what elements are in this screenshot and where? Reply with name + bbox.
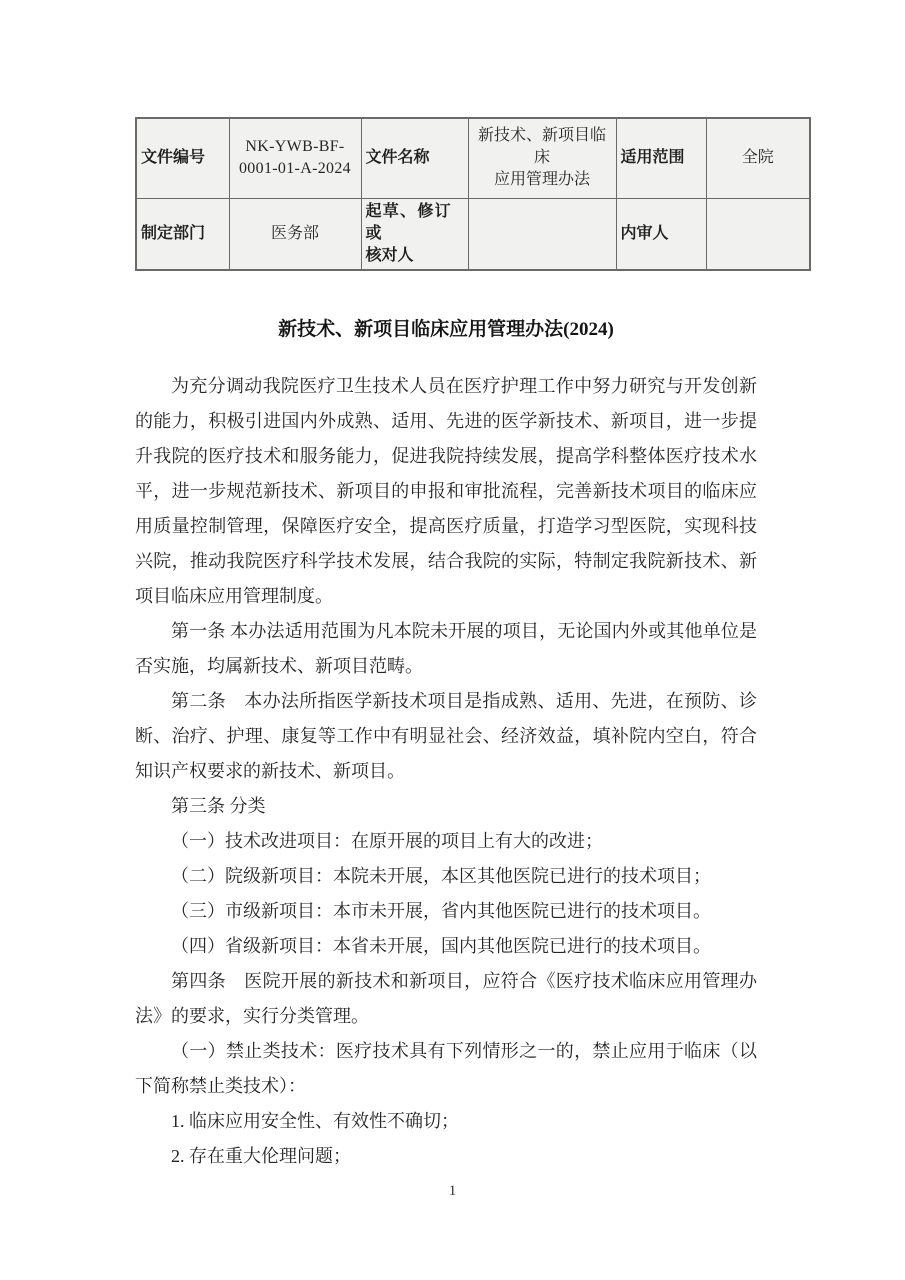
para-prohibited-item-2: 2. 存在重大伦理问题； bbox=[171, 1145, 351, 1166]
para-intro: 为充分调动我院医疗卫生技术人员在医疗护理工作中努力研究与开发创新的能力，积极引进国内外成熟、适用、先进的医学新技术、新项目，进一步提升我院的医疗技术和服务能力，促进我院持续发展，提高学科整体医疗技术水平，进一步规范新技术、新项目的申报和审批流程，完善新技术项目的临床应用质量控制管理，保障医疗安全，提高医疗质量，打造学习型医院，实现科技兴院，推动我院医疗科学技术发展，结合我院的实际，特制定我院新技术、新项目临床应用管理制度。 bbox=[135, 375, 757, 606]
para-class-item-1: （一）技术改进项目：在原开展的项目上有大的改进； bbox=[171, 830, 603, 851]
file-name-value-line1: 新技术、新项目临床 bbox=[477, 127, 606, 167]
para-article-4: 第四条 医院开展的新技术和新项目，应符合《医疗技术临床应用管理办法》的要求，实行分类管理。 bbox=[135, 970, 757, 1026]
para-prohibited-item-1: 1. 临床应用安全性、有效性不确切； bbox=[171, 1110, 459, 1131]
drafter-value-empty-cell bbox=[468, 198, 616, 270]
file-name-label: 文件名称 bbox=[361, 118, 468, 198]
header-table-row-1 bbox=[136, 118, 810, 198]
file-number-value-line1: NK-YWB-BF- bbox=[245, 138, 345, 156]
page-number: 1 bbox=[448, 1183, 457, 1199]
file-number-value-line2: 0001-01-A-2024 bbox=[238, 160, 352, 178]
department-value: 医务部 bbox=[229, 198, 361, 270]
scope-label: 适用范围 bbox=[616, 118, 706, 198]
para-class-item-3: （三）市级新项目：本市未开展，省内其他医院已进行的技术项目。 bbox=[171, 900, 711, 921]
auditor-label: 内审人 bbox=[616, 198, 706, 270]
para-article-2: 第二条 本办法所指医学新技术项目是指成熟、适用、先进，在预防、诊断、治疗、护理、康复等工作中有明显社会、经济效益，填补院内空白，符合知识产权要求的新技术、新项目。 bbox=[135, 690, 757, 781]
para-prohibited-intro: （一）禁止类技术：医疗技术具有下列情形之一的，禁止应用于临床（以下简称禁止类技术）： bbox=[135, 1040, 757, 1096]
para-article-1: 第一条 本办法适用范围为凡本院未开展的项目，无论国内外或其他单位是否实施，均属新技术、新项目范畴。 bbox=[135, 620, 757, 676]
file-number-label: 文件编号 bbox=[136, 118, 229, 198]
file-name-value bbox=[468, 118, 616, 198]
drafter-label bbox=[361, 198, 468, 270]
drafter-label-line2: 核对人 bbox=[365, 246, 414, 264]
drafter-label-line1: 起草、修订或 bbox=[365, 202, 452, 242]
document-title: 新技术、新项目临床应用管理办法(2024) bbox=[278, 318, 614, 340]
para-class-item-4: （四）省级新项目：本省未开展，国内其他医院已进行的技术项目。 bbox=[171, 935, 711, 956]
file-number-value bbox=[229, 118, 361, 198]
header-table-row-2 bbox=[136, 198, 810, 270]
para-class-item-2: （二）院级新项目：本院未开展，本区其他医院已进行的技术项目； bbox=[171, 865, 711, 886]
auditor-value-empty-cell bbox=[706, 198, 810, 270]
file-name-value-line2: 应用管理办法 bbox=[493, 171, 590, 189]
document-header-table bbox=[135, 117, 811, 271]
document-body bbox=[135, 369, 757, 1174]
department-label: 制定部门 bbox=[136, 198, 229, 270]
scope-value: 全院 bbox=[706, 118, 810, 198]
para-article-3-heading: 第三条 分类 bbox=[171, 795, 266, 816]
